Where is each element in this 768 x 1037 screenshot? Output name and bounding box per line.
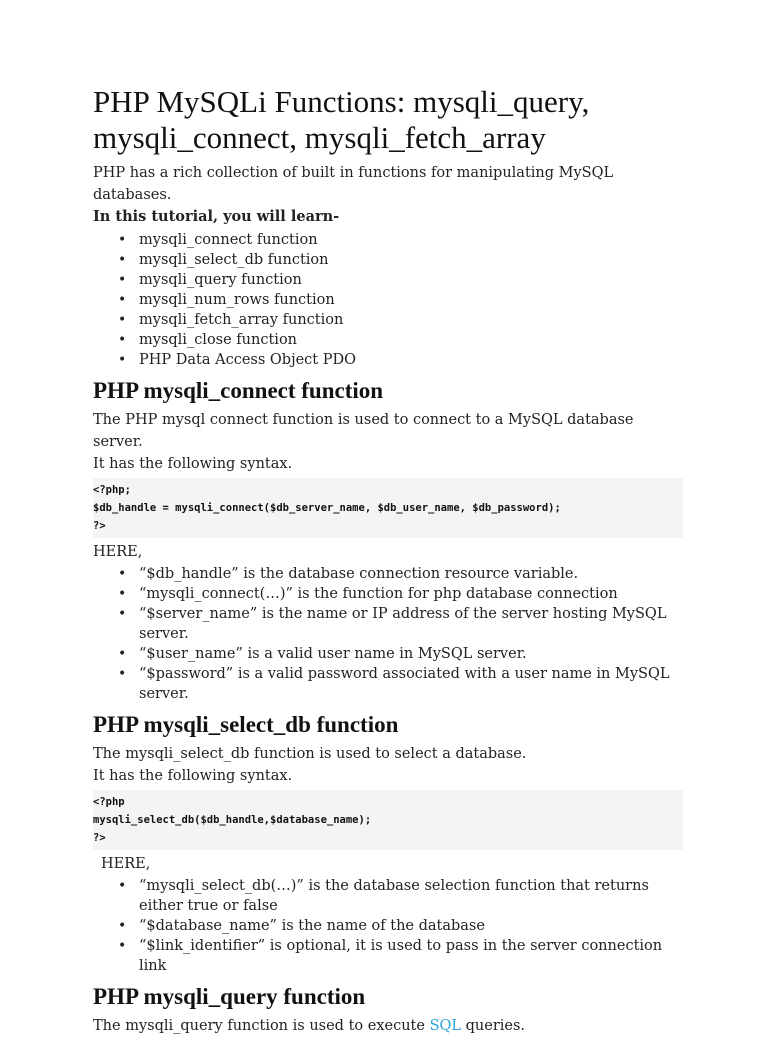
learn-heading: In this tutorial, you will learn-: [93, 208, 340, 225]
toc-item[interactable]: • mysqli_connect function: [139, 230, 683, 250]
list-item: • “$database_name” is the name of the database: [139, 916, 683, 936]
here-label: HERE,: [93, 544, 143, 560]
connect-params-list: [93, 564, 683, 704]
select-db-description: The mysqli_select_db function is used to select a database.: [93, 746, 527, 762]
list-item: • “$password” is a valid password associated with a user name in MySQL server.: [139, 664, 683, 704]
toc-item[interactable]: • mysqli_select_db function: [139, 250, 683, 270]
toc-item[interactable]: • mysqli_fetch_array function: [139, 310, 683, 330]
select-db-syntax-note: It has the following syntax.: [93, 768, 293, 784]
query-description: [93, 1015, 683, 1037]
code-block-connect: <?php; $db_handle = mysqli_connect($db_server_name, $db_user_name, $db_password); ?>: [93, 478, 683, 538]
toc-item[interactable]: • mysqli_num_rows function: [139, 290, 683, 310]
toc-item[interactable]: • PHP Data Access Object PDO: [139, 350, 683, 370]
list-item: • “$db_handle” is the database connection resource variable.: [139, 564, 683, 584]
sql-link[interactable]: SQL: [429, 1018, 462, 1034]
toc-list: [93, 230, 683, 370]
toc-item[interactable]: • mysqli_close function: [139, 330, 683, 350]
query-description-end: queries.: [461, 1018, 526, 1034]
connect-syntax-note: It has the following syntax.: [93, 456, 293, 472]
list-item: • “$user_name” is a valid user name in MySQL server.: [139, 644, 683, 664]
toc-item[interactable]: • mysqli_query function: [139, 270, 683, 290]
select-db-params-list: [93, 876, 683, 976]
code-block-select-db: <?php mysqli_select_db($db_handle,$database_name); ?>: [93, 790, 683, 850]
list-item: • “mysqli_connect(…)” is the function for php database connection: [139, 584, 683, 604]
section-heading-connect: PHP mysqli_connect function: [93, 378, 384, 403]
page-title: PHP MySQLi Functions: mysqli_query, mysqli_connect, mysqli_fetch_array: [93, 84, 590, 155]
connect-description: The PHP mysql connect function is used to connect to a MySQL database server.: [93, 412, 634, 450]
list-item: • “$link_identifier” is optional, it is used to pass in the server connection link: [139, 936, 683, 976]
here-label: HERE,: [101, 856, 151, 872]
section-heading-query: PHP mysqli_query function: [93, 984, 366, 1009]
section-heading-select-db: PHP mysqli_select_db function: [93, 712, 399, 737]
intro-text: PHP has a rich collection of built in functions for manipulating MySQL databases.: [93, 165, 614, 203]
query-description-start: The mysqli_query function is used to execute: [93, 1018, 430, 1034]
document-page: [93, 84, 683, 1037]
list-item: • “mysqli_select_db(…)” is the database selection function that returns either true or false: [139, 876, 683, 916]
list-item: • “$server_name” is the name or IP address of the server hosting MySQL server.: [139, 604, 683, 644]
